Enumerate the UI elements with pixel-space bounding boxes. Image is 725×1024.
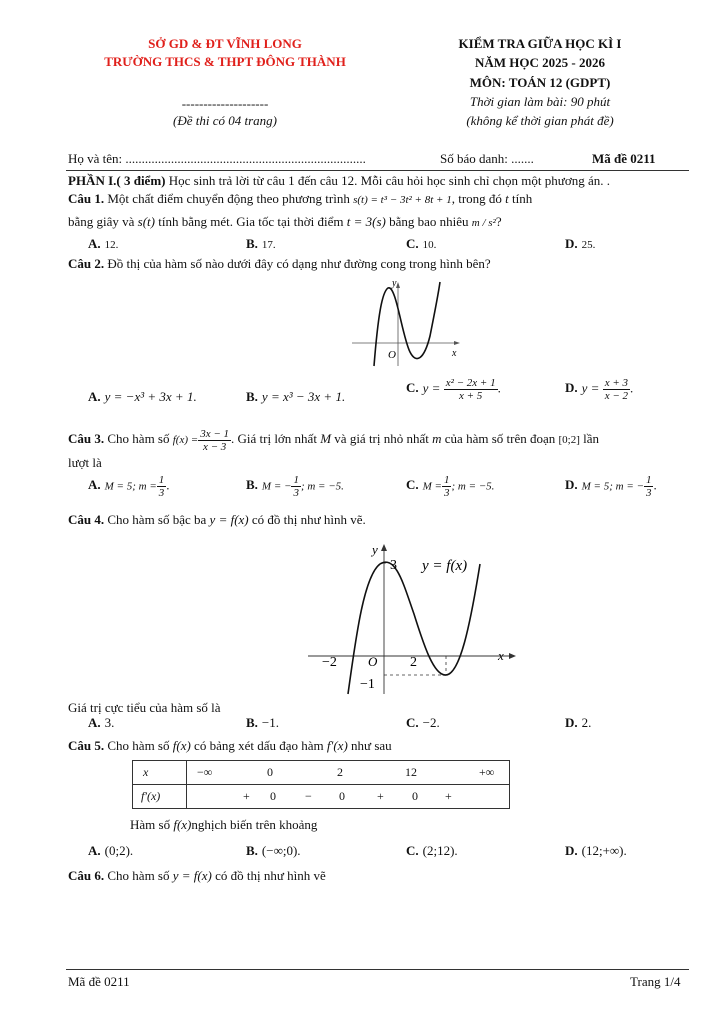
q5-fx: f(x)	[172, 738, 191, 753]
q5-zero-3: 0	[412, 789, 418, 803]
q5-option-a-value: (0;2).	[104, 843, 134, 858]
q2-text: Đồ thị của hàm số nào dưới đây có dạng như đường cong trong hình bên?	[107, 256, 491, 271]
q1-option-d[interactable]	[565, 236, 595, 252]
q5-question	[130, 817, 317, 833]
q2-option-b[interactable]	[246, 389, 345, 405]
q1-option-a[interactable]	[88, 236, 118, 252]
q6-text-b: có đồ thị như hình vẽ	[215, 868, 326, 883]
q3-m: m	[432, 431, 442, 446]
q1-label: Câu 1.	[68, 191, 105, 206]
q4-option-b[interactable]	[246, 715, 279, 731]
q3-M: M	[320, 431, 332, 446]
q6-func: y = f(x)	[172, 868, 212, 883]
part1-heading	[68, 173, 610, 189]
q4-option-d-key: D.	[565, 715, 578, 730]
q4-x-arrow	[509, 653, 516, 659]
q2-option-a-key: A.	[88, 389, 101, 404]
q3-f-frac	[198, 428, 231, 453]
part1-title: PHẦN I.( 3 điểm)	[68, 173, 166, 188]
q5-fpx: f′(x)	[326, 738, 348, 753]
q2-option-d-frac	[603, 377, 630, 402]
q4-func: y = f(x)	[209, 512, 249, 527]
q1-unit: m / s²	[471, 217, 496, 229]
q2-graph	[350, 276, 465, 368]
q3-f-den: x − 3	[202, 440, 227, 453]
q1-line2	[68, 214, 502, 231]
q3-option-d-num: 1	[645, 474, 652, 486]
q3-option-a-num: 1	[158, 474, 165, 486]
q1-option-c-value: 10.	[422, 239, 437, 251]
q5-question-pre: Hàm số	[130, 817, 171, 832]
q5-row-x	[133, 761, 510, 785]
q6-text-a: Cho hàm số	[107, 868, 170, 883]
q3-option-b-key: B.	[246, 477, 258, 493]
q1-text-e: tính bằng mét. Gia tốc tại thời điểm	[158, 214, 344, 229]
q4-line	[68, 512, 366, 528]
q5-text-b: có bảng xét dấu đạo hàm	[194, 738, 324, 753]
q5-sign-2: −	[305, 789, 312, 803]
q3-option-a-frac	[157, 474, 170, 499]
time-note: (không kể thời gian phát đề)	[466, 113, 614, 128]
q5-option-c-key: C.	[406, 843, 419, 858]
q2-option-c-den: x + 5	[458, 390, 483, 402]
q3-option-a-den: 3	[158, 487, 165, 499]
q3-f-num: 3x − 1	[200, 427, 229, 440]
q3-text-c: và giá trị nhỏ nhất	[334, 431, 429, 446]
q1-option-b-value: 17.	[261, 239, 276, 251]
q3-option-c-post: ; m = −5.	[451, 480, 495, 493]
q2-option-d[interactable]	[565, 377, 633, 402]
q1-option-d-key: D.	[565, 236, 578, 251]
q2-option-c-pre: y =	[422, 380, 441, 396]
q4-y-arrow	[381, 544, 387, 551]
q3-option-c-den: 3	[443, 487, 450, 499]
q2-option-d-pre: y =	[581, 380, 600, 396]
q5-zero-1: 0	[270, 789, 276, 803]
q5-row-fp-values	[187, 785, 510, 809]
subject: MÔN: TOÁN 12 (GDPT)	[469, 75, 611, 90]
q5-text-a: Cho hàm số	[107, 738, 170, 753]
q3-option-b-num: 1	[293, 474, 299, 486]
q5-row-x-values	[187, 761, 510, 785]
q4-tick-neg2: −2	[322, 655, 337, 670]
q3-option-d-key: D.	[565, 477, 578, 493]
q2-y-label: y	[392, 278, 397, 289]
school-name: TRƯỜNG THCS & THPT ĐÔNG THÀNH	[104, 54, 346, 69]
q5-option-d-value: (12;+∞).	[581, 843, 627, 858]
part1-instructions: Học sinh trả lời từ câu 1 đến câu 12. Mỗi câu hỏi học sinh chỉ chọn một phương án. .	[168, 173, 610, 188]
q4-option-d[interactable]	[565, 715, 591, 731]
q3-line2: lượt là	[68, 455, 102, 470]
q5-option-d-key: D.	[565, 843, 578, 858]
q4-text-b: có đồ thị như hình vẽ.	[251, 512, 366, 527]
header-dashes: --------------------	[181, 96, 269, 111]
q2-option-a-value: y = −x³ + 3x + 1.	[104, 389, 197, 404]
q5-x-pos-inf: +∞	[479, 765, 495, 779]
q1-option-d-value: 25.	[581, 239, 596, 251]
q4-curve	[348, 562, 480, 694]
time-limit: Thời gian làm bài: 90 phút	[469, 94, 611, 109]
q3-option-a[interactable]	[88, 474, 170, 499]
q1-option-a-key: A.	[88, 236, 101, 251]
q3-option-a-pre: M = 5; m =	[104, 480, 157, 493]
q1-var-s: s(t)	[137, 214, 156, 229]
q1-option-b[interactable]	[246, 236, 276, 252]
q2-label: Câu 2.	[68, 256, 105, 271]
q5-sign-1: +	[243, 789, 250, 803]
q2-line	[68, 256, 491, 272]
q4-option-d-value: 2.	[581, 715, 592, 730]
q3-option-b-frac	[291, 474, 301, 499]
q4-text-a: Cho hàm số bậc ba	[107, 512, 207, 527]
q4-curve-label: y = f(x)	[422, 558, 468, 574]
q1-option-b-key: B.	[246, 236, 258, 251]
school-department: SỞ GD & ĐT VĨNH LONG	[148, 36, 302, 51]
q3-option-a-post: .	[166, 477, 170, 493]
q4-option-c-value: −2.	[422, 715, 440, 730]
q5-x-0: 0	[267, 765, 273, 779]
q3-option-d-post: .	[653, 477, 657, 493]
q6-label: Câu 6.	[68, 868, 105, 883]
q5-option-b-value: (−∞;0).	[261, 843, 301, 858]
q4-tick-2: 2	[410, 655, 417, 670]
q4-option-a-value: 3.	[104, 715, 115, 730]
q5-zero-2: 0	[339, 789, 345, 803]
q3-option-d-pre: M = 5; m = −	[581, 480, 644, 493]
q2-option-c-frac	[444, 377, 498, 402]
q1-option-c[interactable]	[406, 236, 436, 252]
footer-rule	[66, 969, 689, 970]
q3-text-e: lần	[583, 431, 600, 446]
q3-option-c-pre: M =	[422, 480, 442, 493]
q4-option-b-key: B.	[246, 715, 258, 730]
q4-tick-3: 3	[390, 558, 397, 573]
q5-option-c-value: (2;12).	[422, 843, 458, 858]
q4-option-b-value: −1.	[261, 715, 280, 730]
q3-line1	[68, 426, 599, 453]
q5-option-b-key: B.	[246, 843, 258, 858]
footer-exam-code: Mã đề 0211	[68, 974, 130, 989]
q2-option-b-key: B.	[246, 389, 258, 404]
q3-text-a: Cho hàm số	[107, 431, 170, 446]
q1-time: t = 3(s)	[346, 214, 386, 229]
q5-sign-3: +	[377, 789, 384, 803]
q2-option-d-post: .	[630, 380, 634, 396]
q4-graph	[304, 536, 524, 696]
student-name-field: Họ và tên: ..........................................................................	[68, 151, 366, 166]
q4-origin: O	[368, 654, 378, 669]
q1-text: Một chất điểm chuyển động theo phương trình	[107, 191, 350, 206]
q5-option-c[interactable]	[406, 843, 458, 859]
q5-text-c: như sau	[351, 738, 392, 753]
q3-option-d-frac	[644, 474, 657, 499]
q3-f-pre: f(x) =	[172, 434, 199, 446]
exam-title: KIỂM TRA GIỮA HỌC KÌ I	[458, 36, 622, 51]
q5-sign-4: +	[445, 789, 452, 803]
student-id-field: Số báo danh: .......	[440, 151, 534, 166]
q2-option-a[interactable]	[88, 389, 197, 405]
q5-question-post: nghịch biến trên khoảng	[191, 817, 318, 832]
q5-option-a-key: A.	[88, 843, 101, 858]
q1-text-f: bằng bao nhiêu	[389, 214, 469, 229]
q5-row-fp-label: f′(x)	[133, 785, 187, 809]
q3-option-c[interactable]	[406, 474, 494, 499]
q3-option-c-key: C.	[406, 477, 419, 493]
q4-label: Câu 4.	[68, 512, 105, 527]
q5-x-2: 2	[337, 765, 343, 779]
q2-option-c-post: .	[497, 380, 501, 396]
exam-code: Mã đề 0211	[592, 151, 656, 166]
q2-option-d-den: x − 2	[604, 390, 628, 402]
q5-row-fp	[133, 785, 510, 809]
q2-curve	[374, 282, 440, 366]
q5-option-b[interactable]	[246, 843, 301, 859]
q4-option-a[interactable]	[88, 715, 114, 731]
q4-question: Giá trị cực tiểu của hàm số là	[68, 700, 221, 715]
q4-tick-neg1: −1	[360, 677, 375, 692]
q3-option-d[interactable]	[565, 474, 657, 499]
q3-option-d-den: 3	[645, 487, 652, 499]
q2-option-c[interactable]	[406, 377, 501, 402]
q5-question-fx: f(x)	[173, 817, 192, 832]
q3-option-b-pre: M = −	[261, 480, 292, 493]
q1-option-c-key: C.	[406, 236, 419, 251]
q3-text-d: của hàm số trên đoạn	[444, 431, 556, 446]
q3-option-b[interactable]	[246, 474, 344, 499]
q1-text-c: tính	[512, 191, 533, 206]
q4-option-a-key: A.	[88, 715, 101, 730]
q1-var-t: t	[505, 191, 509, 206]
q2-y-arrow	[396, 282, 400, 288]
q5-option-a[interactable]	[88, 843, 133, 859]
q3-text-b: . Giá trị lớn nhất	[231, 431, 317, 446]
q6-line	[68, 868, 326, 884]
q4-y-label: y	[372, 542, 378, 557]
q5-x-neg-inf: −∞	[197, 765, 213, 779]
q1-line1	[68, 191, 532, 208]
footer-page-number: Trang 1/4	[630, 974, 681, 989]
q5-row-x-label: x	[133, 761, 187, 785]
q4-option-c[interactable]	[406, 715, 440, 731]
q1-text-g: ?	[495, 214, 502, 229]
q5-line	[68, 738, 392, 754]
q4-x-label: x	[498, 648, 504, 663]
q3-label: Câu 3.	[68, 431, 105, 446]
q1-text-d: bằng giây và	[68, 214, 135, 229]
school-year: NĂM HỌC 2025 - 2026	[475, 55, 605, 70]
q2-x-arrow	[454, 341, 460, 345]
q2-x-label: x	[452, 348, 457, 359]
q2-option-d-key: D.	[565, 380, 578, 396]
q2-origin: O	[388, 349, 396, 361]
q2-option-c-num: x² − 2x + 1	[445, 377, 496, 389]
q1-text-b: , trong đó	[451, 191, 502, 206]
q3-interval: [0;2]	[558, 434, 580, 446]
q3-option-c-num: 1	[443, 474, 450, 486]
q5-option-d[interactable]	[565, 843, 627, 859]
q5-label: Câu 5.	[68, 738, 105, 753]
q5-sign-table	[132, 760, 510, 809]
q3-option-b-post: ; m = −5.	[300, 480, 344, 493]
q3-option-b-den: 3	[293, 487, 299, 499]
q1-option-a-value: 12.	[104, 239, 119, 251]
q4-option-c-key: C.	[406, 715, 419, 730]
q3-option-a-key: A.	[88, 477, 101, 493]
q2-option-d-num: x + 3	[604, 377, 628, 389]
header-rule	[66, 170, 689, 171]
q5-x-12: 12	[405, 765, 417, 779]
page-count-note: (Đề thi có 04 trang)	[173, 113, 277, 128]
q1-formula: s(t) = t³ − 3t² + 8t + 1	[353, 194, 452, 206]
q2-option-b-value: y = x³ − 3x + 1.	[261, 389, 346, 404]
q2-option-c-key: C.	[406, 380, 419, 396]
